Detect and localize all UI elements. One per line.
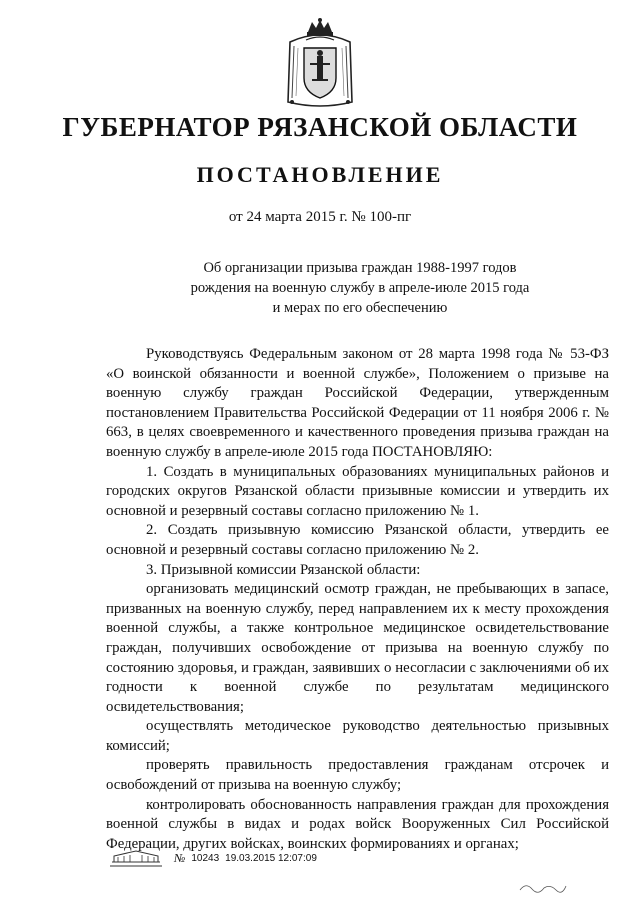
item-3-subparagraph: организовать медицинский осмотр граждан, не пребывающих в запасе, призванных на военную службу, перед направлением их к месту прохождения военной службы, а также контрольное медицинское освидетельствование граждан, получивших освобождение от призыва на военную службу по состоянию здоровья, и граждан, заявивших о несогласии с заключениями об их годности к военной службе по результатам медицинского освидетельствования; bbox=[106, 581, 609, 715]
subject-line: и мерах по его обеспечению bbox=[272, 300, 448, 316]
number-sign-icon: № bbox=[174, 850, 186, 865]
item-3-subparagraph: осуществлять методическое руководство деятельностью призывных комиссий; bbox=[106, 718, 609, 754]
coat-of-arms-emblem bbox=[282, 18, 358, 110]
document-body bbox=[106, 345, 609, 854]
item-3-subparagraph: проверять правильность предоставления гражданам отсрочек и освобождений от призыва на военную службу; bbox=[106, 757, 609, 794]
signature-mark-icon bbox=[518, 880, 568, 894]
document-subject bbox=[150, 258, 570, 318]
item-1-paragraph: 1. Создать в муниципальных образованиях муниципальных районов и городских округов Рязанской области призывные комиссии и утвердить их основной и резервный составы согласно приложению № 1. bbox=[106, 463, 609, 519]
registration-info bbox=[174, 851, 317, 866]
document-date-number: от 24 марта 2015 г. № 100-пг bbox=[228, 209, 412, 225]
registry-stamp-icon bbox=[108, 848, 164, 868]
subject-line: Об организации призыва граждан 1988-1997 годов bbox=[203, 260, 517, 276]
registration-number: 10243 bbox=[191, 852, 220, 864]
preamble-paragraph: Руководствуясь Федеральным законом от 28 марта 1998 года № 53-ФЗ «О воинской обязанности и военной службе», Положением о призыве на военную службу граждан Российской Федерации, утвержденным постановлением Правительства Российской Федерации от 11 ноября 2006 г. № 663, в целях своевременного и качественного проведения призыва граждан на военную службу в апреле-июле 2015 года ПОСТАНОВЛЯЮ: bbox=[106, 346, 609, 460]
subject-line: рождения на военную службу в апреле-июле 2015 года bbox=[190, 280, 530, 296]
registration-footer bbox=[108, 847, 317, 869]
registration-datetime: 19.03.2015 12:07:09 bbox=[225, 852, 317, 864]
document-type-title: ПОСТАНОВЛЕНИЕ bbox=[196, 162, 444, 187]
item-3-paragraph: 3. Призывной комиссии Рязанской области: bbox=[146, 561, 421, 578]
organization-title: ГУБЕРНАТОР РЯЗАНСКОЙ ОБЛАСТИ bbox=[62, 112, 578, 142]
item-2-paragraph: 2. Создать призывную комиссию Рязанской области, утвердить ее основной и резервный составы согласно приложению № 2. bbox=[106, 522, 609, 558]
item-3-subparagraph: контролировать обоснованность направления граждан для прохождения военной службы в видах и родах войск Вооруженных Сил Российской Федерации, других войсках, воинских формированиях и органах; bbox=[106, 796, 609, 852]
